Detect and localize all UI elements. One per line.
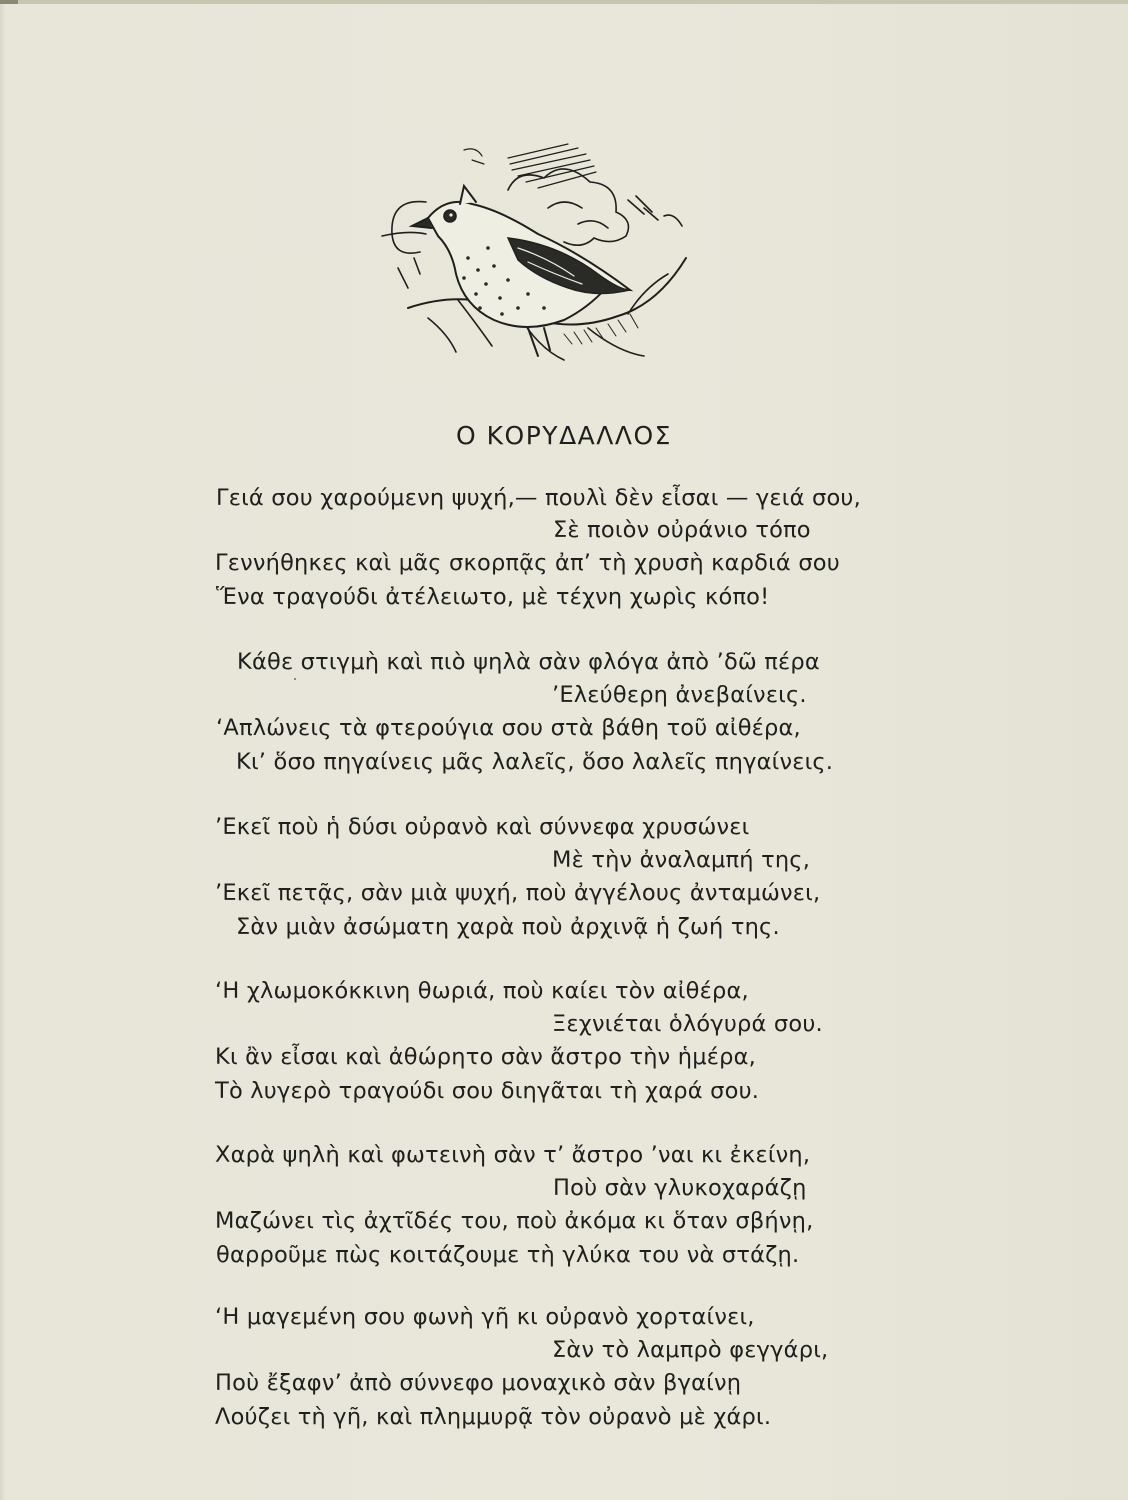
poem-line: Κι’ ὅσο πηγαίνεις μᾶς λαλεῖς, ὅσο λαλεῖς πηγαίνεις. <box>236 749 834 775</box>
poem-line: Τὸ λυγερὸ τραγούδι σου διηγᾶται τὴ χαρά σου. <box>215 1078 760 1104</box>
poem-line: ‘Η χλωμοκόκκινη θωριά, ποὺ καίει τὸν αἰθέρα, <box>215 978 749 1004</box>
poem-line: Ποὺ σὰν γλυκοχαράζῃ <box>553 1175 807 1201</box>
poem-line: Γεννήθηκες καὶ μᾶς σκορπᾷς ἀπ’ τὴ χρυσὴ καρδιά σου <box>215 550 840 576</box>
lark-illustration <box>368 138 698 368</box>
poem-line: Ἕνα τραγούδι ἀτέλειωτο, μὲ τέχνη χωρὶς κόπο! <box>216 584 770 610</box>
poem-line: ‘Απλώνεις τὰ φτερούγια σου στὰ βάθη τοῦ αἰθέρα, <box>216 715 801 741</box>
poem-title: Ο ΚΟΡΥΔΑΛΛΟΣ <box>456 421 672 450</box>
poem-line: Κι ἂν εἶσαι καὶ ἀθώρητο σὰν ἄστρο τὴν ἡμέρα, <box>215 1044 756 1070</box>
poem-line: Σὰν τὸ λαμπρὸ φεγγάρι, <box>552 1337 829 1363</box>
poem-line: Σὰν μιὰν ἀσώματη χαρὰ ποὺ ἀρχινᾷ ἡ ζωή της. <box>236 914 780 940</box>
poem-line: ’Εκεῖ ποὺ ἡ δύσι οὐρανὸ καὶ σύννεφα χρυσώνει <box>215 814 750 840</box>
poem-line: Ξεχνιέται ὁλόγυρά σου. <box>552 1011 823 1037</box>
poem-line: ’Ελεύθερη ἀνεβαίνεις. <box>552 682 807 708</box>
poem-line: ’Εκεῖ πετᾷς, σὰν μιὰ ψυχή, ποὺ ἀγγέλους ἀνταμώνει, <box>215 880 821 906</box>
poem-line: Λούζει τὴ γῆ, καὶ πλημμυρᾷ τὸν οὐρανὸ μὲ χάρι. <box>215 1404 772 1430</box>
poem-line: ‘Η μαγεμένη σου φωνὴ γῆ κι οὐρανὸ χορταίνει, <box>215 1304 755 1330</box>
poem-line: Κάθε στιγμὴ καὶ πιὸ ψηλὰ σὰν φλόγα ἀπὸ ’δῶ πέρα <box>237 649 820 675</box>
poem-line: θαρροῦμε πὼς κοιτάζουμε τὴ γλύκα του νὰ στάζῃ. <box>216 1242 800 1268</box>
poem-line: Ποὺ ἔξαφν’ ἀπὸ σύννεφο μοναχικὸ σὰν βγαίνῃ <box>215 1370 742 1396</box>
poem-line: Μαζώνει τὶς ἀχτῖδές του, ποὺ ἀκόμα κι ὅταν σβήνῃ, <box>215 1208 814 1234</box>
sky-hatching <box>464 144 596 188</box>
poem-line: Μὲ τὴν ἀναλαμπή της, <box>552 847 811 873</box>
page-top-edge <box>0 0 1128 4</box>
page-corner-mark <box>0 0 18 4</box>
poem-line: Σὲ ποιὸν οὐράνιο τόπο <box>553 517 811 543</box>
poem-line: Χαρὰ ψηλὴ καὶ φωτεινὴ σὰν τ’ ἄστρο ’ναι κι ἐκείνη, <box>215 1142 811 1168</box>
poem-line: Γειά σου χαρούμενη ψυχή,— πουλὶ δὲν εἶσαι — γειά σου, <box>216 485 861 511</box>
ink-speck <box>294 678 296 680</box>
